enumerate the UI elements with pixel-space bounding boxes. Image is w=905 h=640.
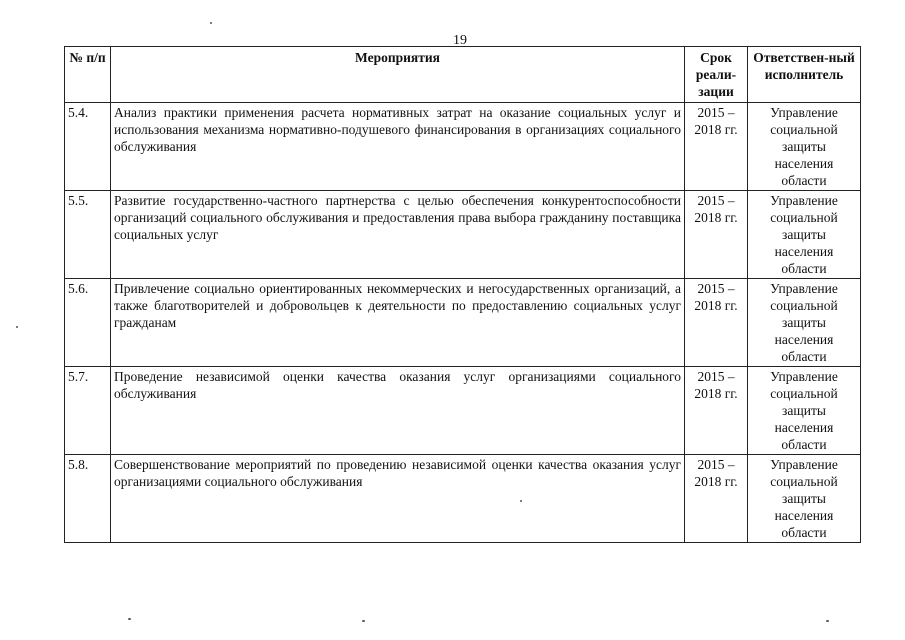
row-responsible: Управление социальной защиты населения области — [748, 455, 861, 543]
scan-speck — [16, 326, 18, 328]
header-event: Мероприятия — [111, 47, 685, 103]
row-num: 5.4. — [65, 103, 111, 191]
header-responsible: Ответствен-ный исполнитель — [748, 47, 861, 103]
row-event: Развитие государственно-частного партнерства с целью обеспечения конкурентоспособности организаций социального обслуживания и предоставления права выбора гражданину поставщика социальных услуг — [111, 191, 685, 279]
table-row — [65, 103, 861, 191]
table-row — [65, 191, 861, 279]
row-event: Совершенствование мероприятий по проведению независимой оценки качества оказания услуг организациями социального обслуживания — [111, 455, 685, 543]
table-row — [65, 279, 861, 367]
row-responsible: Управление социальной защиты населения области — [748, 103, 861, 191]
scan-speck — [362, 620, 365, 622]
scan-speck — [826, 620, 829, 622]
row-num: 5.6. — [65, 279, 111, 367]
row-responsible: Управление социальной защиты населения области — [748, 367, 861, 455]
row-responsible: Управление социальной защиты населения области — [748, 279, 861, 367]
header-num: № п/п — [65, 47, 111, 103]
row-term: 2015 – 2018 гг. — [685, 367, 748, 455]
table-row — [65, 367, 861, 455]
scan-speck — [128, 618, 131, 620]
row-term: 2015 – 2018 гг. — [685, 279, 748, 367]
row-term: 2015 – 2018 гг. — [685, 191, 748, 279]
action-plan-table — [64, 46, 861, 543]
row-event: Привлечение социально ориентированных некоммерческих и негосударственных организаций, а также благотворителей и добровольцев к деятельности по предоставлению социальных услуг гражданам — [111, 279, 685, 367]
page-number: 19 — [453, 33, 467, 48]
scan-speck — [520, 500, 522, 502]
row-num: 5.5. — [65, 191, 111, 279]
row-num: 5.7. — [65, 367, 111, 455]
row-event: Анализ практики применения расчета нормативных затрат на оказание социальных услуг и использования механизма нормативно-подушевого финансирования в организациях социального обслуживания — [111, 103, 685, 191]
row-responsible: Управление социальной защиты населения области — [748, 191, 861, 279]
row-event: Проведение независимой оценки качества оказания услуг организациями социального обслуживания — [111, 367, 685, 455]
header-term: Срок реали-зации — [685, 47, 748, 103]
table-header-row — [65, 47, 861, 103]
row-term: 2015 – 2018 гг. — [685, 455, 748, 543]
scan-speck — [210, 22, 212, 24]
row-term: 2015 – 2018 гг. — [685, 103, 748, 191]
table-row — [65, 455, 861, 543]
row-num: 5.8. — [65, 455, 111, 543]
